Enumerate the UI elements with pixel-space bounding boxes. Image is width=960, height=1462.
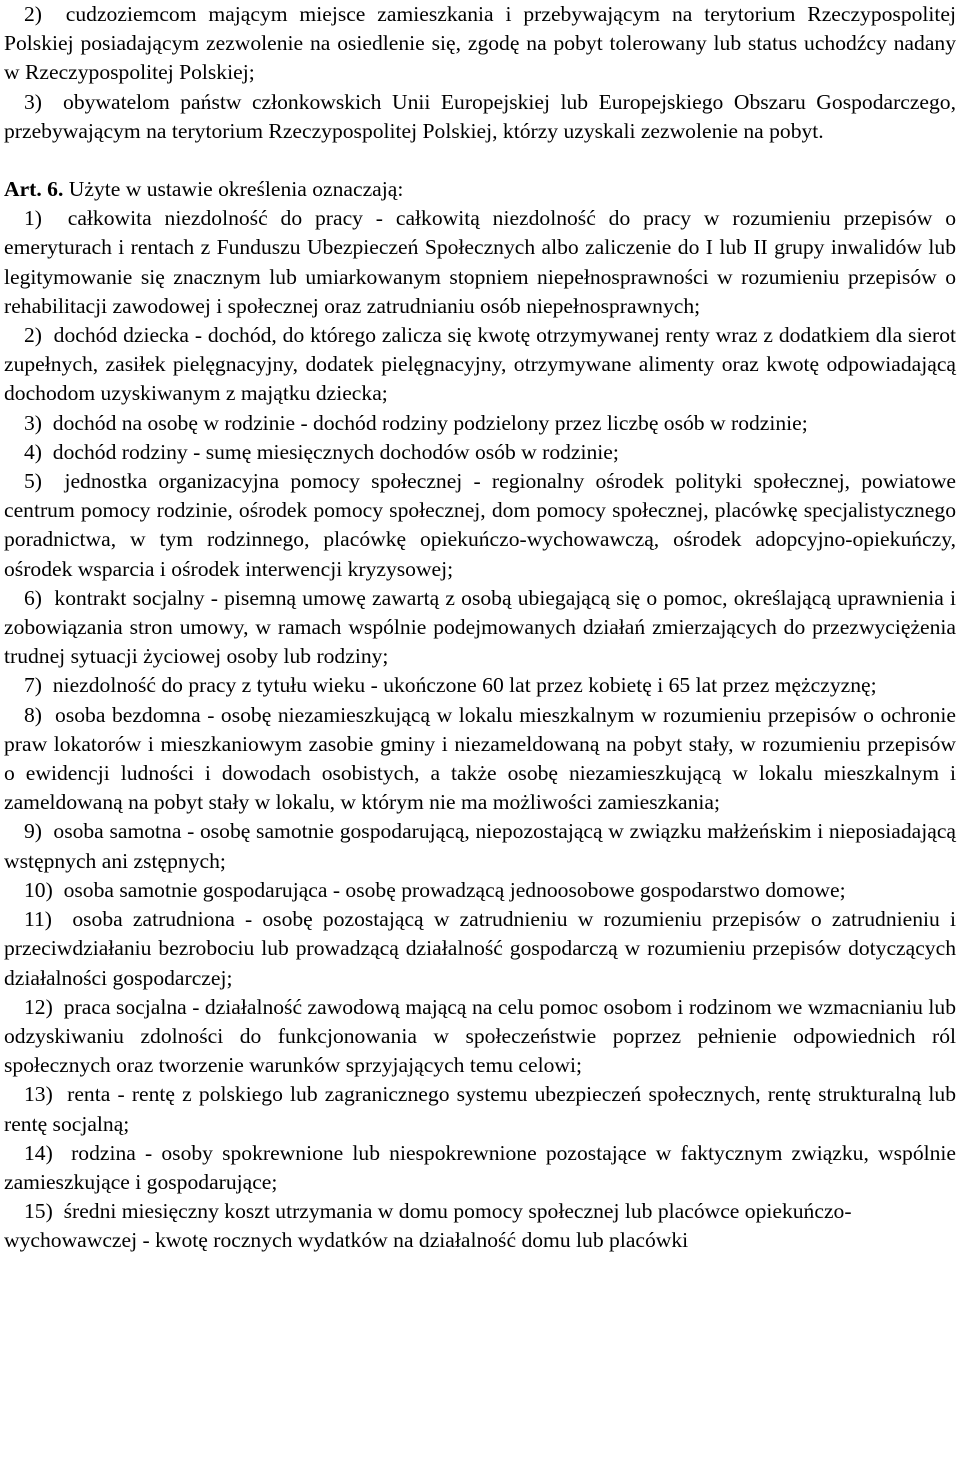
intro-item	[4, 0, 956, 88]
intro-item	[4, 88, 956, 146]
article-heading: Art. 6.	[4, 177, 64, 202]
definition-item	[4, 876, 956, 905]
item-text: osoba zatrudniona - osobę pozostającą w zatrudnieniu w rozumieniu przepisów o zatrudnieniu i przeciwdziałaniu bezrobociu lub prowadzącą działalność gospodarczą w rozumieniu przepisów dotyczących działalności gospodarczej;	[4, 907, 956, 990]
item-number: 11)	[24, 907, 52, 932]
item-text: dochód dziecka - dochód, do którego zalicza się kwotę otrzymywanej renty wraz z dodatkiem dla sierot zupełnych, zasiłek pielęgnacyjny, dodatek pielęgnacyjny, otrzymywane alimenty oraz kwotę odpowiadającą dochodom uzyskiwanym z majątku dziecka;	[4, 323, 956, 406]
item-text: praca socjalna - działalność zawodową mającą na celu pomoc osobom i rodzinom we wzmacnianiu lub odzyskiwaniu zdolności do funkcjonowania w społeczeństwie poprzez pełnienie odpowiednich ról społecznych oraz tworzenie warunków sprzyjających temu celowi;	[4, 994, 957, 1078]
item-number: 13)	[24, 1082, 53, 1107]
item-text: niezdolność do pracy z tytułu wieku - ukończone 60 lat przez kobietę i 65 lat przez mężczyznę;	[52, 673, 877, 698]
item-text: całkowita niezdolność do pracy - całkowitą niezdolność do pracy w rozumieniu przepisów o emeryturach i rentach z Funduszu Ubezpieczeń Społecznych albo zaliczenie do I lub II grupy inwalidów lub legitymowanie się znacznym lub umiarkowanym stopniem niepełnosprawności w rozumieniu przepisów o rehabilitacji zawodowej i społecznej oraz zatrudnianiu osób niepełnosprawnych;	[4, 206, 956, 318]
item-number: 3)	[24, 410, 42, 435]
definition-item	[4, 701, 956, 818]
definition-item	[4, 817, 956, 875]
item-text: obywatelom państw członkowskich Unii Europejskiej lub Europejskiego Obszaru Gospodarczego, przebywającym na terytorium Rzeczypospolitej Polskiej, którzy uzyskali zezwolenie na pobyt.	[4, 89, 957, 143]
item-text: jednostka organizacyjna pomocy społecznej - regionalny ośrodek polityki społecznej, powiatowe centrum pomocy rodzinie, ośrodek pomocy społecznej, dom pomocy społecznej, placówkę specjalistycznego poradnictwa, w tym rodzinnego, placówkę opiekuńczo-wychowawczą, ośrodek adopcyjno-opiekuńczy, ośrodek wsparcia i ośrodek interwencji kryzysowej;	[4, 469, 957, 581]
article-intro	[4, 175, 956, 204]
definition-item	[4, 905, 956, 993]
definition-item	[4, 1197, 956, 1255]
item-text: osoba bezdomna - osobę niezamieszkującą w lokalu mieszkalnym w rozumieniu przepisów o ochronie praw lokatorów i mieszkaniowym zasobie gminy i niezameldowaną na pobyt stały, w rozumieniu przepisów o ewidencji ludności i dowodach osobistych, a także osobę niezamieszkującą w lokalu mieszkalnym i zameldowaną na pobyt stały w lokalu, w którym nie ma możliwości zamieszkania;	[4, 702, 956, 815]
definition-item	[4, 321, 956, 409]
item-number: 2)	[24, 323, 42, 348]
definition-item	[4, 409, 956, 438]
item-text: renta - rentę z polskiego lub zagranicznego systemu ubezpieczeń społecznych, rentę strukturalną lub rentę socjalną;	[4, 1082, 956, 1136]
item-number: 8)	[24, 702, 42, 727]
item-number: 3)	[24, 89, 42, 114]
definition-item	[4, 1080, 956, 1138]
item-text: osoba samotnie gospodarująca - osobę prowadzącą jednoosobowe gospodarstwo domowe;	[63, 877, 846, 902]
definition-item	[4, 1139, 956, 1197]
item-number: 4)	[24, 439, 42, 464]
item-text: średni miesięczny koszt utrzymania w domu pomocy społecznej lub placówce opiekuńczo-wychowawczej - kwotę rocznych wydatków na działalność domu lub placówki	[4, 1199, 852, 1253]
item-text: cudzoziemcom mającym miejsce zamieszkania i przebywającym na terytorium Rzeczypospolitej Polskiej posiadającym zezwolenie na osiedlenie się, zgodę na pobyt tolerowany lub status uchodźcy nadany w Rzeczypospolitej Polskiej;	[4, 2, 956, 85]
item-number: 1)	[24, 206, 42, 231]
document-page	[4, 0, 956, 1256]
item-text: dochód na osobę w rodzinie - dochód rodziny podzielony przez liczbę osób w rodzinie;	[52, 410, 808, 435]
item-number: 12)	[24, 994, 53, 1019]
item-number: 6)	[24, 585, 42, 610]
item-number: 7)	[24, 673, 42, 698]
definition-item	[4, 438, 956, 467]
definition-item	[4, 671, 956, 700]
definition-item	[4, 204, 956, 321]
item-number: 9)	[24, 819, 42, 844]
definition-item	[4, 584, 956, 672]
item-number: 5)	[24, 469, 42, 494]
item-number: 10)	[24, 877, 53, 902]
item-text: kontrakt socjalny - pisemną umowę zawartą z osobą ubiegającą się o pomoc, określającą uprawnienia i zobowiązania stron umowy, w ramach wspólnie podejmowanych działań zmierzających do przezwyciężenia trudnej sytuacji życiowej osoby lub rodziny;	[4, 585, 957, 669]
article-lead: Użyte w ustawie określenia oznaczają:	[68, 177, 404, 202]
item-number: 2)	[24, 2, 42, 26]
definition-item	[4, 993, 956, 1081]
item-text: rodzina - osoby spokrewnione lub niespokrewnione pozostające w faktycznym związku, wspólnie zamieszkujące i gospodarujące;	[4, 1140, 956, 1194]
definition-item	[4, 467, 956, 584]
paragraph-gap	[4, 146, 956, 175]
item-text: dochód rodziny - sumę miesięcznych dochodów osób w rodzinie;	[52, 439, 619, 464]
item-number: 14)	[24, 1140, 53, 1165]
item-number: 15)	[24, 1199, 53, 1224]
item-text: osoba samotna - osobę samotnie gospodarującą, niepozostającą w związku małżeńskim i nieposiadającą wstępnych ani zstępnych;	[4, 819, 957, 873]
